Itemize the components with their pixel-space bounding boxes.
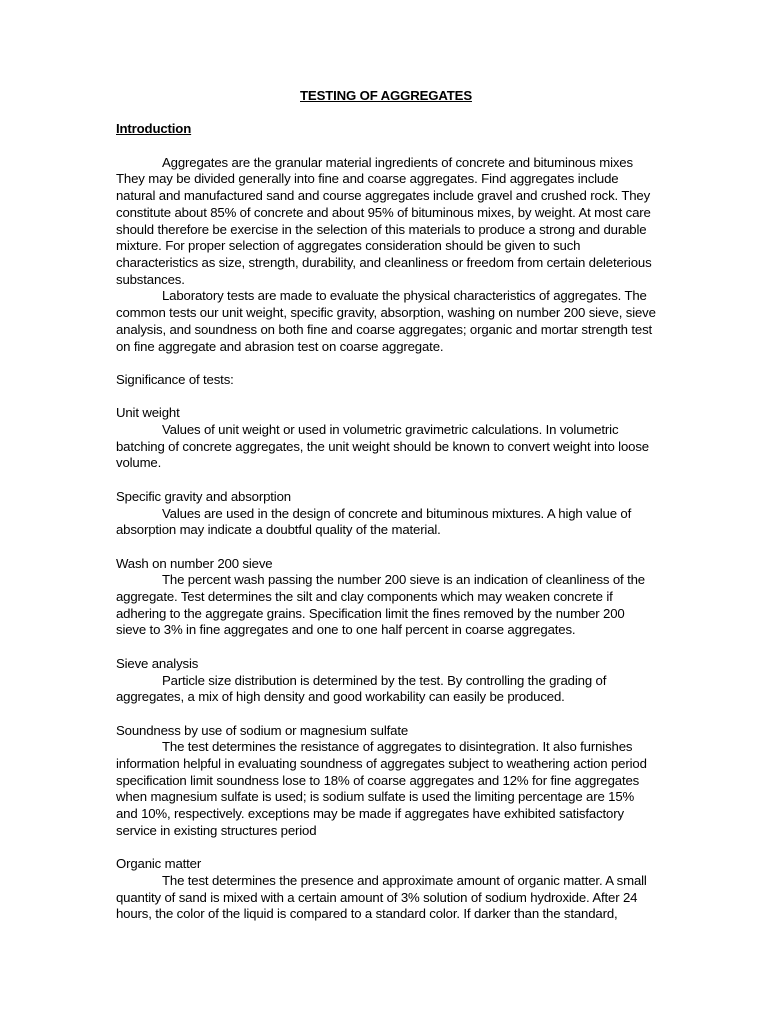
section-organic-matter — [116, 856, 656, 923]
spacer — [116, 639, 656, 656]
section-soundness — [116, 723, 656, 840]
section-sieve-analysis — [116, 656, 656, 706]
introduction-heading: Introduction — [116, 121, 192, 137]
section-body: Values are used in the design of concrete and bituminous mixtures. A high value of absorption may indicate a doubtful quality of the material. — [116, 505, 632, 538]
section-body: The percent wash passing the number 200 sieve is an indication of cleanliness of the aggregate. Test determines the silt and clay components which may weaken concrete if adhering to the aggregate grains. Specification limit the fines removed by the number 200 sieve to 3% in fine aggregates and one to one half percent in coarse aggregates. — [116, 572, 645, 638]
document-body — [116, 88, 656, 923]
section-body: The test determines the resistance of aggregates to disintegration. It also furnishes information helpful in evaluating soundness of aggregates subject to weathering action period specification limit soundness lose to 18% of coarse aggregates and 12% for fine aggregates when magnesium sulfate is used; is sodium sulfate is used the limiting percentage are 15% and 10%, respectively. exceptions may be made if aggregates have exhibited satisfactory service in existing structures period — [116, 739, 647, 838]
section-wash-200-sieve — [116, 556, 656, 640]
intro-paragraph-1: Aggregates are the granular material ingredients of concrete and bituminous mixes They may be divided generally into fine and coarse aggregates. Find aggregates include natural and manufactured sand and course aggregates include gravel and crushed rock. They constitute about 85% of concrete and about 95% of bituminous mixes, by weight. At most care should therefore be exercise in the selection of this materials to produce a strong and durable mixture. For proper selection of aggregates consideration should be given to such characteristics as size, strength, durability, and cleanliness or freedom from certain deleterious substances. — [116, 154, 652, 287]
section-heading: Organic matter — [116, 856, 202, 872]
section-heading: Unit weight — [116, 405, 180, 421]
spacer — [116, 389, 656, 406]
intro-paragraph-2: Laboratory tests are made to evaluate the physical characteristics of aggregates. The common tests our unit weight, specific gravity, absorption, washing on number 200 sieve, sieve analysis, and soundness on both fine and coarse aggregates; organic and mortar strength test on fine aggregate and abrasion test on coarse aggregate. — [116, 288, 656, 354]
spacer — [116, 706, 656, 723]
section-body: Values of unit weight or used in volumetric gravimetric calculations. In volumetric batching of concrete aggregates, the unit weight should be known to convert weight into loose volume. — [116, 422, 649, 471]
spacer — [116, 355, 656, 372]
section-specific-gravity — [116, 489, 656, 539]
section-unit-weight — [116, 405, 656, 472]
spacer — [116, 539, 656, 556]
significance-label: Significance of tests: — [116, 371, 234, 387]
section-body: Particle size distribution is determined by the test. By controlling the grading of aggregates, a mix of high density and good workability can easily be produced. — [116, 672, 607, 705]
section-heading: Specific gravity and absorption — [116, 488, 291, 504]
page-title: TESTING OF AGGREGATES — [300, 88, 472, 103]
section-heading: Soundness by use of sodium or magnesium sulfate — [116, 722, 409, 738]
section-heading: Sieve analysis — [116, 655, 199, 671]
spacer — [116, 840, 656, 857]
section-heading: Wash on number 200 sieve — [116, 555, 273, 571]
spacer — [116, 472, 656, 489]
section-body: The test determines the presence and approximate amount of organic matter. A small quantity of sand is mixed with a certain amount of 3% solution of sodium hydroxide. After 24 hours, the color of the liquid is compared to a standard color. If darker than the standard, — [116, 872, 647, 922]
